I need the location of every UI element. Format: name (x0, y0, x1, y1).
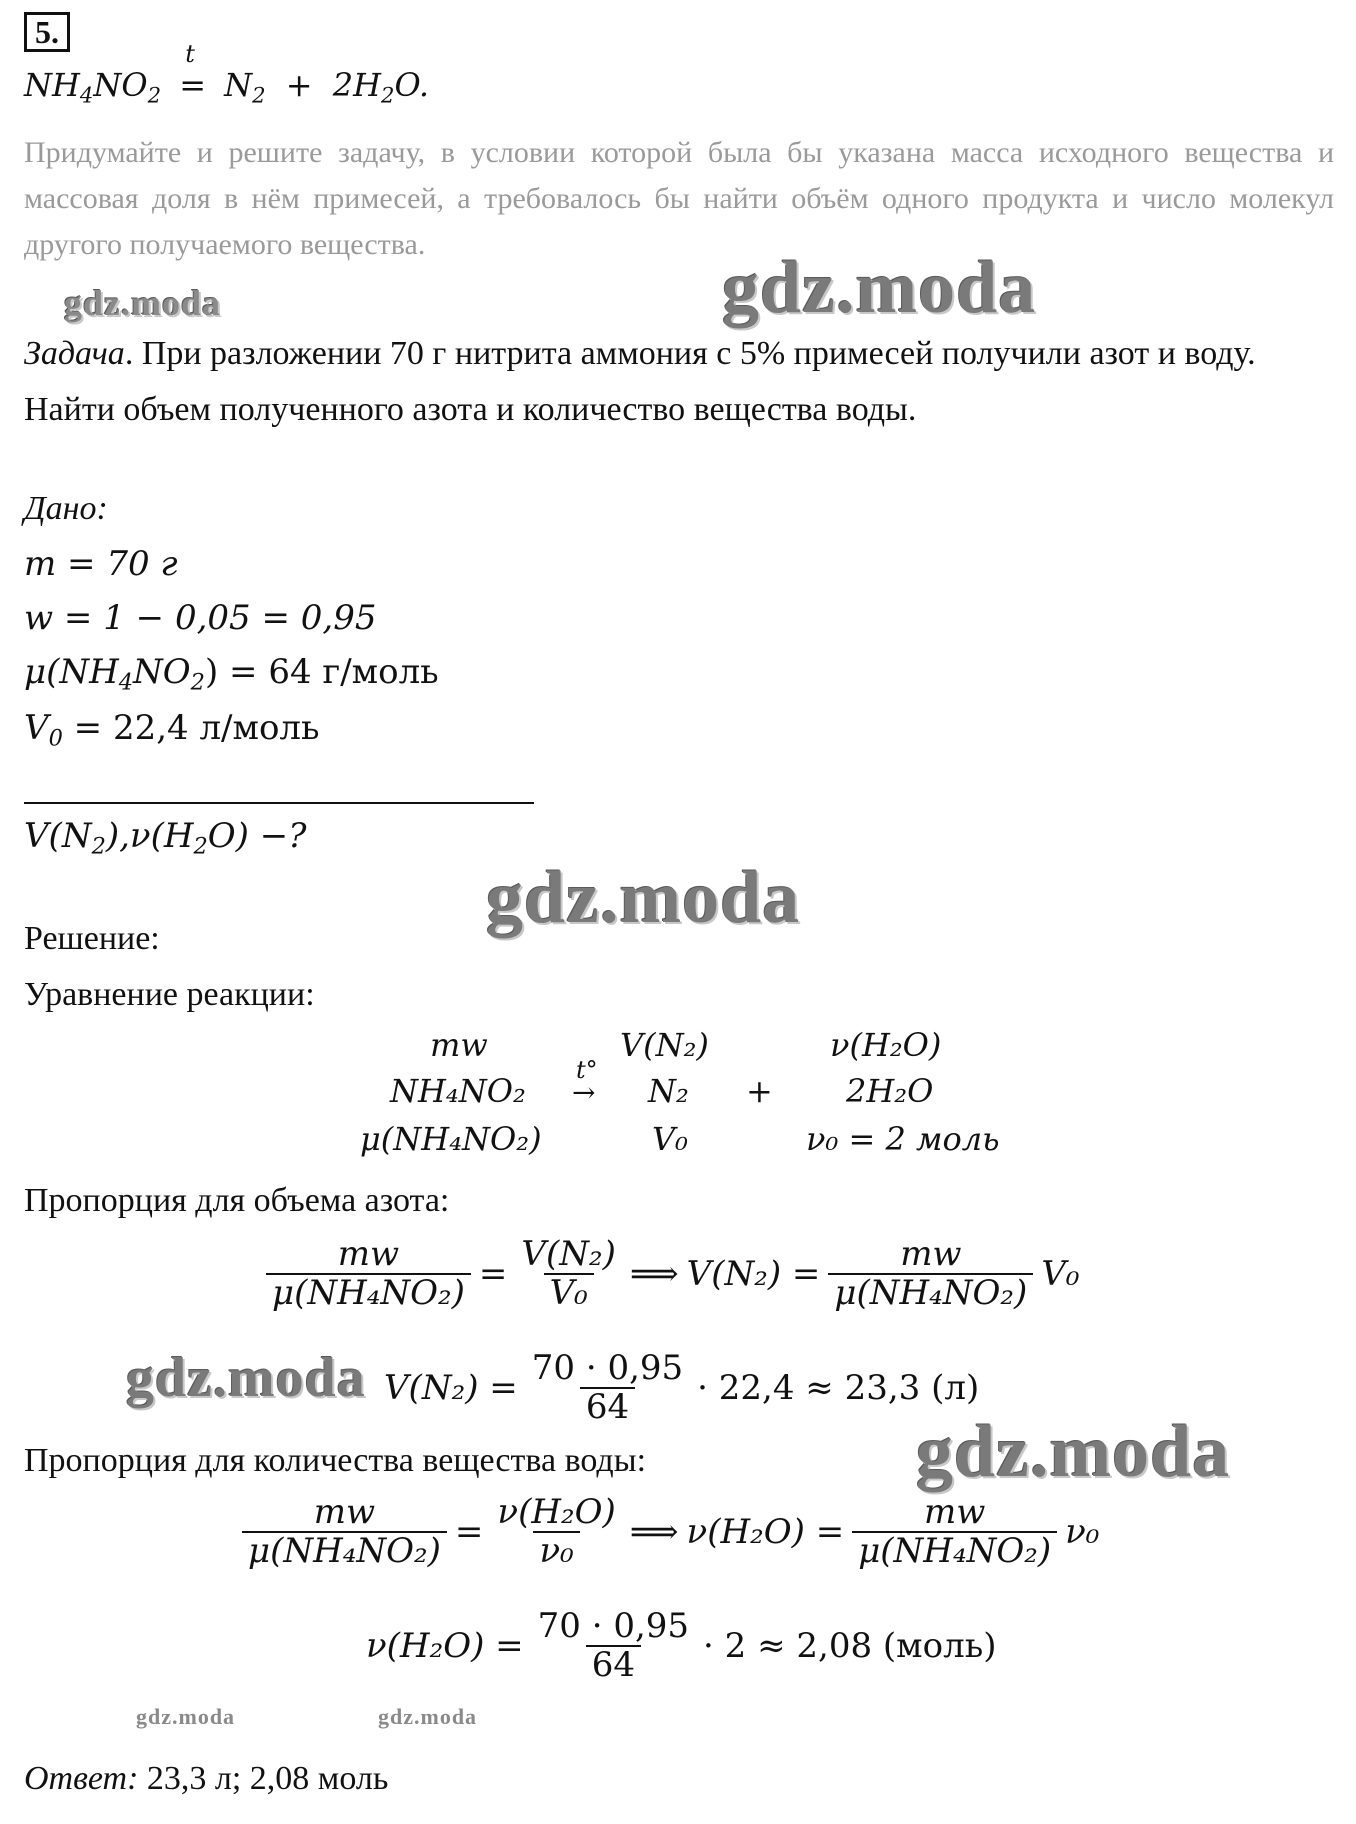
scheme-top-mw: mw (430, 1026, 488, 1064)
nitrogen-proportion-label: Пропорция для объема азота: (24, 1182, 450, 1219)
watermark: gdz.moda (378, 1704, 478, 1729)
problem-text: Задача. При разложении 70 г нитрита аммония с 5% примесей получили азот и воду. Найти объем полученного азота и количество вещества воды. (24, 335, 1256, 428)
given-molar-volume: $V_0 = 22,4$ л/моль (24, 708, 320, 752)
reaction-equation: $NH_4NO_2$ t = $N_2 + 2H_2O$. (24, 40, 429, 108)
scheme-mid-reactant: NH₄NO₂ (390, 1072, 526, 1110)
given-fraction: w = 1 − 0,05 = 0,95 (24, 598, 377, 638)
scheme-cond: t° (576, 1056, 598, 1084)
fraction: $\frac{mw}{\text{μ(NH₄NO₂)}}$ (828, 1236, 1033, 1313)
fraction: $\frac{mw}{\text{μ(NH₄NO₂)}}$ (242, 1494, 447, 1571)
scheme-arrow: → (572, 1076, 596, 1109)
watermark: gdz.moda (136, 1704, 236, 1729)
scheme-top-nuh2o: ν(H₂O) (830, 1026, 942, 1064)
scheme-mid-n2: N₂ (648, 1072, 689, 1110)
scheme-bot-mu: μ(NH₄NO₂) (360, 1120, 542, 1158)
problem-number: 5. (24, 12, 70, 52)
watermark: gdz.moda (64, 283, 222, 323)
fraction: $\frac{70 \cdot 0,95}{64}$ (537, 1606, 690, 1686)
fraction: $\frac{\text{ν(H₂O)}}{\text{ν₀}}$ (497, 1492, 616, 1572)
solution-label: Решение: (24, 920, 160, 957)
scheme-plus: + (746, 1072, 773, 1110)
fraction: $\frac{mw}{\text{μ(NH₄NO₂)}}$ (852, 1494, 1057, 1571)
nitrogen-proportion: $\frac{mw}{\text{μ(NH₄NO₂)}}$ = $\frac{\text{V(N₂)}}{\text{V₀}}$ ⟹ V(N₂) = $\frac{mw}{\text{μ(NH₄NO₂)}}$ V₀ (266, 1236, 1088, 1313)
water-proportion-label: Пропорция для количества вещества воды: (24, 1442, 647, 1479)
fraction: $\frac{\text{V(N₂)}}{\text{V₀}}$ (521, 1234, 616, 1314)
water-calculation: ν(H₂O) = $\frac{70 \cdot 0,95}{64}$ · 2 ≈ 2,08 (моль) (366, 1606, 997, 1686)
watermark: gdz.moda (722, 247, 1037, 329)
given-label: Дано: (24, 490, 108, 527)
find-quantities: $V(N_2),\nu(H_2O)$ −? (24, 816, 307, 860)
condition-t: t (185, 40, 195, 68)
nitrogen-calculation: V(N₂) = $\frac{70 \cdot 0,95}{64}$ · 22,4 ≈ 23,3 (л) (384, 1348, 980, 1428)
given-divider (24, 802, 534, 804)
scheme-top-vn2: V(N₂) (620, 1026, 709, 1064)
reaction-scheme (350, 1026, 1030, 1176)
scheme-bot-v0: V₀ (652, 1120, 688, 1158)
given-molar-mass: $\mu(NH_4NO_2) = 64$ г/моль (24, 652, 439, 696)
answer: Ответ: 23,3 л; 2,08 моль (24, 1760, 389, 1797)
fraction: $\frac{70 \cdot 0,95}{64}$ (531, 1348, 684, 1428)
water-proportion: $\frac{mw}{\text{μ(NH₄NO₂)}}$ = $\frac{\text{ν(H₂O)}}{\text{ν₀}}$ ⟹ ν(H₂O) = $\frac{mw}{\text{μ(NH₄NO₂)}}$ ν₀ (242, 1494, 1107, 1571)
given-mass: m = 70 г (24, 544, 178, 584)
reaction-label: Уравнение реакции: (24, 976, 315, 1013)
watermark: gdz.moda (486, 857, 801, 939)
scheme-mid-water: 2H₂O (846, 1072, 934, 1110)
fraction: $\frac{mw}{\text{μ(NH₄NO₂)}}$ (266, 1236, 471, 1313)
watermark: gdz.moda (916, 1411, 1231, 1493)
scheme-bot-nu0: ν₀ = 2 моль (806, 1120, 1000, 1158)
task-statement: Придумайте и решите задачу, в условии которой была бы указана масса исходного вещества и массовая доля в нём примесей, а требовалось бы найти объём одного продукта и число молекул другого получаемого вещества. (24, 136, 1334, 261)
watermark: gdz.moda (126, 1347, 366, 1409)
